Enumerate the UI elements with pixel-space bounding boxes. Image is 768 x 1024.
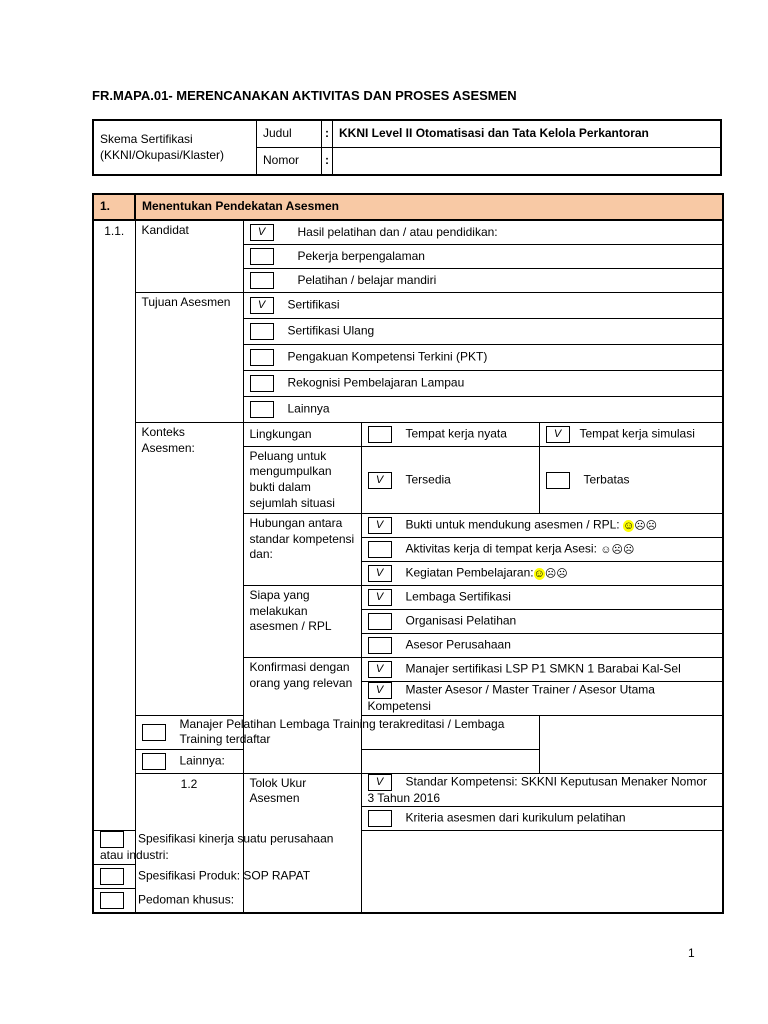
checkbox[interactable]: V <box>546 426 570 443</box>
konfirmasi-label: Konfirmasi dengan orang yang relevan <box>243 658 361 774</box>
checklist-item: Lainnya <box>243 397 723 423</box>
section-number: 1. <box>93 194 135 220</box>
checklist-item: V Sertifikasi <box>243 293 723 319</box>
checklist-item: V Manajer sertifikasi LSP P1 SMKN 1 Barabai Kal-Sel <box>361 658 723 682</box>
checkbox[interactable] <box>100 868 124 885</box>
checklist-item: Tempat kerja nyata <box>361 423 539 447</box>
checklist-item: Pelatihan / belajar mandiri <box>243 269 723 293</box>
hubungan-label: Hubungan antara standar kompetensi dan: <box>243 514 361 586</box>
checkbox[interactable]: V <box>368 565 392 582</box>
lingkungan-label: Lingkungan <box>243 423 361 447</box>
checklist-item: Spesifikasi kinerja suatu perusahaan atau industri: <box>93 831 361 865</box>
checkbox[interactable]: V <box>250 224 274 241</box>
checklist-item: Pengakuan Kompetensi Terkini (PKT) <box>243 345 723 371</box>
checkbox[interactable] <box>368 637 392 654</box>
colon: : <box>322 148 333 176</box>
tolok-label: Tolok Ukur Asesmen <box>243 773 361 913</box>
konteks-label: Konteks Asesmen: <box>135 423 243 716</box>
checklist-item: Manajer Pelatihan Lembaga Training terakreditasi / Lembaga Training terdaftar <box>135 715 539 749</box>
assessment-approach-table <box>92 193 724 914</box>
checkbox[interactable]: V <box>368 517 392 534</box>
checkbox[interactable] <box>250 323 274 340</box>
checklist-item: Lainnya: <box>135 749 539 773</box>
checklist-item: V Tersedia <box>361 447 539 514</box>
checkbox[interactable] <box>250 248 274 265</box>
checkbox[interactable] <box>250 349 274 366</box>
colon: : <box>322 120 333 148</box>
checklist-item: Aktivitas kerja di tempat kerja Asesi: ☺☹☹ <box>361 538 723 562</box>
checklist-item: V Kegiatan Pembelajaran:☺☹☹ <box>361 562 723 586</box>
checklist-item: V Lembaga Sertifikasi <box>361 586 723 610</box>
checkbox[interactable] <box>250 401 274 418</box>
checkbox[interactable] <box>368 810 392 827</box>
checklist-item: Kriteria asesmen dari kurikulum pelatihan <box>361 807 723 831</box>
checklist-item: V Bukti untuk mendukung asesmen / RPL: ☺☹☹ <box>361 514 723 538</box>
checkbox[interactable]: V <box>368 661 392 678</box>
tujuan-label: Tujuan Asesmen <box>135 293 243 423</box>
checkbox[interactable] <box>250 375 274 392</box>
checkbox[interactable]: V <box>368 472 392 489</box>
checkbox[interactable]: V <box>368 774 392 791</box>
scheme-header-table <box>92 119 722 176</box>
checklist-item: Spesifikasi Produk: SOP RAPAT <box>93 864 361 888</box>
page-number: 1 <box>688 946 695 960</box>
nomor-label: Nomor <box>257 148 322 176</box>
nomor-value <box>333 148 722 176</box>
checklist-item: Organisasi Pelatihan <box>361 610 723 634</box>
checklist-item: Pekerja berpengalaman <box>243 245 723 269</box>
checklist-item: Sertifikasi Ulang <box>243 319 723 345</box>
peluang-label: Peluang untuk mengumpulkan bukti dalam sejumlah situasi <box>243 447 361 514</box>
checkbox[interactable] <box>142 724 166 741</box>
checkbox[interactable] <box>546 472 570 489</box>
skema-label: Skema Sertifikasi (KKNI/Okupasi/Klaster) <box>93 120 257 175</box>
checkbox[interactable] <box>368 613 392 630</box>
checkbox[interactable]: V <box>368 682 392 699</box>
rating-faces-icon: ☺☹☹ <box>600 543 635 556</box>
section-title: Menentukan Pendekatan Asesmen <box>135 194 723 220</box>
checklist-item: V Hasil pelatihan dan / atau pendidikan: <box>243 220 723 245</box>
checkbox[interactable] <box>250 272 274 289</box>
checklist-item: Rekognisi Pembelajaran Lampau <box>243 371 723 397</box>
checkbox[interactable] <box>100 892 124 909</box>
checklist-item: Terbatas <box>539 447 723 514</box>
rating-faces-icon: ☺☹☹ <box>533 567 568 580</box>
subsection-number: 1.2 <box>135 773 243 913</box>
siapa-label: Siapa yang melakukan asesmen / RPL <box>243 586 361 658</box>
checkbox[interactable] <box>368 426 392 443</box>
checklist-item: V Standar Kompetensi: SKKNI Keputusan Menaker Nomor 3 Tahun 2016 <box>361 773 723 807</box>
checklist-item: V Tempat kerja simulasi <box>539 423 723 447</box>
document-title: FR.MAPA.01- MERENCANAKAN AKTIVITAS DAN PROSES ASESMEN <box>92 88 517 103</box>
subsection-number: 1.1. <box>93 220 135 831</box>
judul-value: KKNI Level II Otomatisasi dan Tata Kelola Perkantoran <box>333 120 722 148</box>
checkbox[interactable]: V <box>368 589 392 606</box>
checkbox[interactable] <box>368 541 392 558</box>
checkbox[interactable] <box>100 831 124 848</box>
checklist-item: V Master Asesor / Master Trainer / Asesor Utama Kompetensi <box>361 682 723 716</box>
judul-label: Judul <box>257 120 322 148</box>
checkbox[interactable] <box>142 753 166 770</box>
kandidat-label: Kandidat <box>135 220 243 293</box>
checkbox[interactable]: V <box>250 297 274 314</box>
rating-faces-icon: ☺☹☹ <box>622 519 658 532</box>
checklist-item: Asesor Perusahaan <box>361 634 723 658</box>
checklist-item: Pedoman khusus: <box>93 888 361 913</box>
